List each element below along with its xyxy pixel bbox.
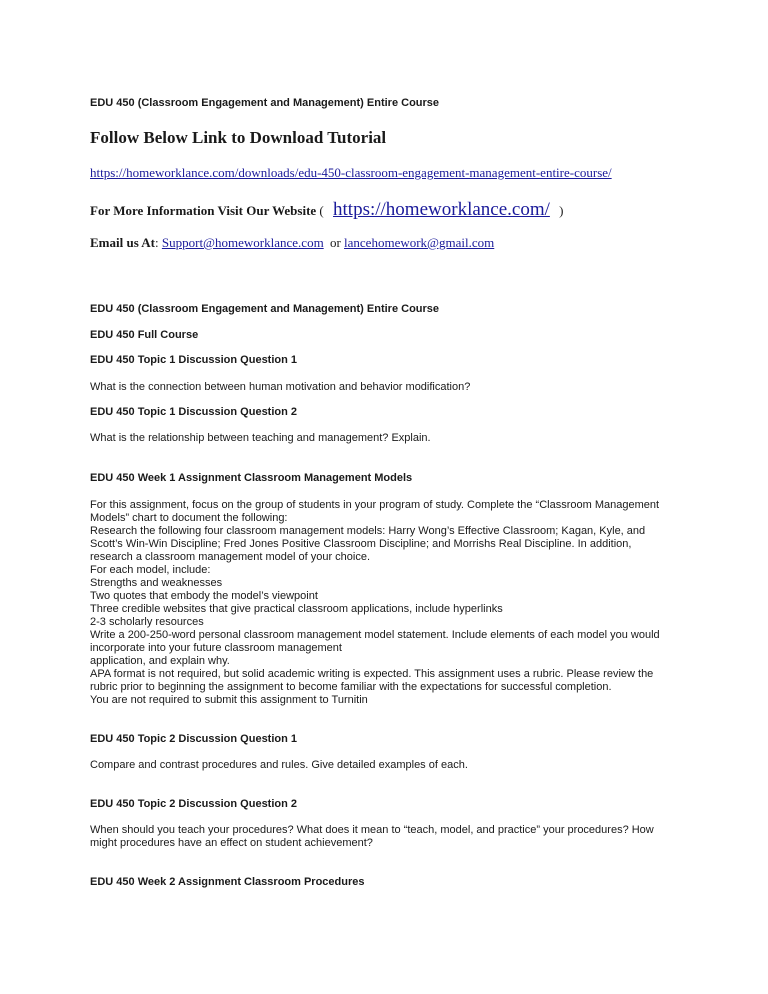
course-title-2: EDU 450 (Classroom Engagement and Management) Entire Course [90, 303, 440, 315]
topic1-q2-text: What is the relationship between teaching and management? Explain. [90, 432, 431, 444]
full-course-heading: EDU 450 Full Course [90, 329, 199, 341]
w1-line: Three credible websites that give practical classroom applications, include hyperlinks [90, 603, 503, 615]
topic1-q2-heading: EDU 450 Topic 1 Discussion Question 2 [90, 406, 298, 418]
week1-assignment-heading: EDU 450 Week 1 Assignment Classroom Management Models [90, 472, 413, 484]
w1-line: Write a 200-250-word personal classroom management model statement. Include elements of each model you would [90, 629, 660, 641]
topic2-q1-heading: EDU 450 Topic 2 Discussion Question 1 [90, 733, 298, 745]
email-label: Email us At [90, 235, 156, 250]
course-title: EDU 450 (Classroom Engagement and Management) Entire Course [90, 97, 440, 109]
w1-line: rubric prior to beginning the assignment to become familiar with the expectations for successful completion. [90, 681, 612, 693]
more-info-label: For More Information Visit Our Website [90, 203, 317, 218]
email-line [90, 235, 494, 251]
w1-line: Strengths and weaknesses [90, 577, 223, 589]
tutorial-link[interactable]: https://homeworklance.com/downloads/edu-450-classroom-engagement-management-entire-course/ [90, 165, 612, 180]
week1-assignment-body [90, 499, 690, 707]
support-email-link[interactable]: Support@homeworklance.com [161, 235, 324, 250]
w1-line: Research the following four classroom management models: Harry Wong’s Effective Classroom; Kagan, Kyle, and [90, 525, 646, 537]
lance-email-link[interactable]: lancehomework@gmail.com [344, 235, 495, 250]
w1-line: For this assignment, focus on the group of students in your program of study. Complete the “Classroom Management [90, 499, 660, 511]
email-colon: : [155, 235, 159, 250]
t2q2-line: might procedures have an effect on student achievement? [90, 837, 373, 849]
topic2-q2-heading: EDU 450 Topic 2 Discussion Question 2 [90, 798, 298, 810]
week2-assignment-heading: EDU 450 Week 2 Assignment Classroom Procedures [90, 876, 365, 888]
open-paren: ( [319, 203, 324, 218]
w1-line: Models” chart to document the following: [90, 512, 288, 524]
w1-line: Two quotes that embody the model’s viewpoint [90, 590, 318, 602]
more-info-line [90, 199, 563, 221]
topic1-q1-text: What is the connection between human motivation and behavior modification? [90, 381, 471, 393]
w1-line: application, and explain why. [90, 655, 230, 667]
w1-line: incorporate into your future classroom management [90, 642, 342, 654]
t2q2-line: When should you teach your procedures? What does it mean to “teach, model, and practice” your procedures? How [90, 824, 654, 836]
w1-line: APA format is not required, but solid academic writing is expected. This assignment uses a rubric. Please review the [90, 668, 654, 680]
email-or: or [329, 235, 341, 250]
w1-line: research a classroom management model of your choice. [90, 551, 371, 563]
w1-line: You are not required to submit this assignment to Turnitin [90, 694, 368, 706]
close-paren: ) [559, 203, 564, 218]
tutorial-link-line [90, 165, 612, 181]
website-link[interactable]: https://homeworklance.com/ [333, 199, 550, 220]
w1-line: Scott’s Win-Win Discipline; Fred Jones Positive Classroom Discipline; and Morrishs Real Discipline. In addition, [90, 538, 632, 550]
topic1-q1-heading: EDU 450 Topic 1 Discussion Question 1 [90, 354, 298, 366]
w1-line: 2-3 scholarly resources [90, 616, 204, 628]
topic2-q1-text: Compare and contrast procedures and rules. Give detailed examples of each. [90, 759, 468, 771]
w1-line: For each model, include: [90, 564, 211, 576]
follow-heading: Follow Below Link to Download Tutorial [90, 128, 387, 147]
topic2-q2-text [90, 824, 690, 850]
